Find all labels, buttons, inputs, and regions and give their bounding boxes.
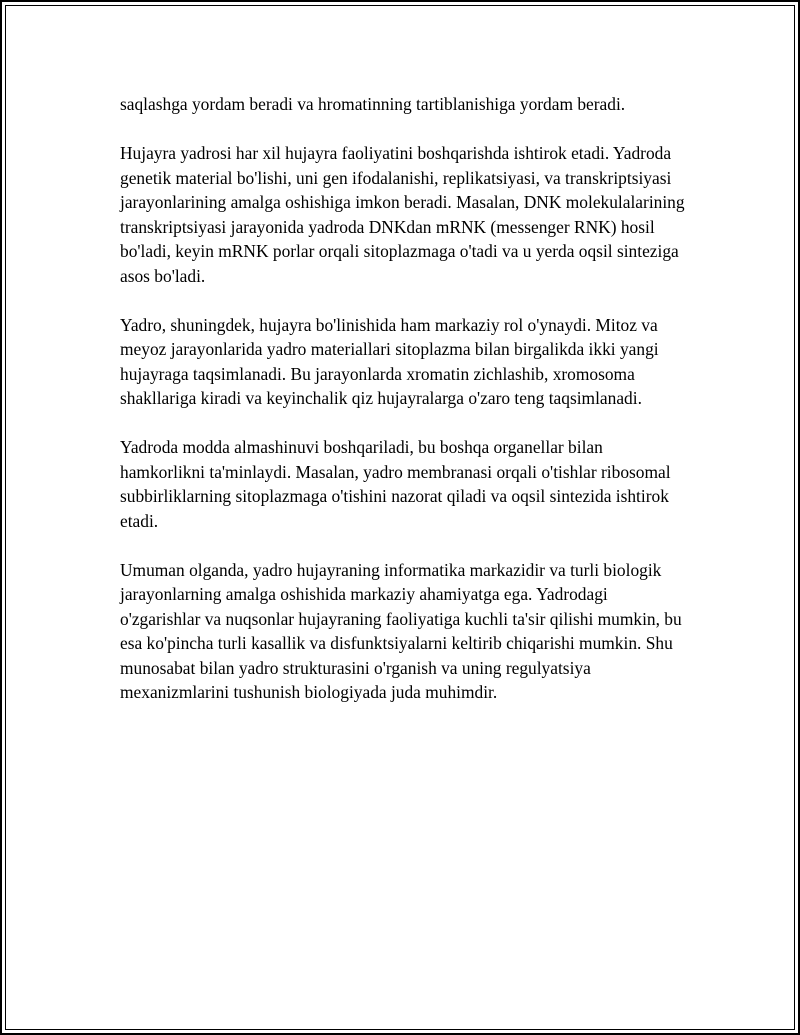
document-body: [120, 92, 692, 729]
paragraph: Hujayra yadrosi har xil hujayra faoliyatini boshqarishda ishtirok etadi. Yadroda genetik material bo'lishi, uni gen ifodalanishi, replikatsiyasi, va transkriptsiyasi jarayonlarining amalga oshishiga imkon beradi. Masalan, DNK molekulalarining transkriptsiyasi jarayonida yadroda DNKdan mRNK (messenger RNK) hosil bo'ladi, keyin mRNK porlar orqali sitoplazmaga o'tadi va u yerda oqsil sinteziga asos bo'ladi.: [120, 143, 685, 286]
paragraph: Yadro, shuningdek, hujayra bo'linishida ham markaziy rol o'ynaydi. Mitoz va meyoz jarayonlarida yadro materiallari sitoplazma bilan birgalikda ikki yangi hujayraga taqsimlanadi. Bu jarayonlarda xromatin zichlashib, xromosoma shakllariga kiradi va keyinchalik qiz hujayralarga o'zaro teng taqsimlanadi.: [120, 314, 659, 408]
paragraph: Umuman olganda, yadro hujayraning informatika markazidir va turli biologik jarayonlarning amalga oshishida markaziy ahamiyatga ega. Yadrodagi o'zgarishlar va nuqsonlar hujayraning faoliyatiga kuchli ta'sir qilishi mumkin, bu esa ko'pincha turli kasallik va disfunktsiyalarni keltirib chiqarishi mumkin. Shu munosabat bilan yadro strukturasini o'rganish va uning regulyatsiya mexanizmlarini tushunish biologiyada juda muhimdir.: [120, 559, 682, 702]
paragraph: saqlashga yordam beradi va hromatinning tartiblanishiga yordam beradi.: [120, 94, 626, 114]
paragraph: Yadroda modda almashinuvi boshqariladi, bu boshqa organellar bilan hamkorlikni ta'minlaydi. Masalan, yadro membranasi orqali o'tishlar ribosomal subbirliklarning sitoplazmaga o'tishini nazorat qiladi va oqsil sintezida ishtirok etadi.: [120, 437, 671, 531]
